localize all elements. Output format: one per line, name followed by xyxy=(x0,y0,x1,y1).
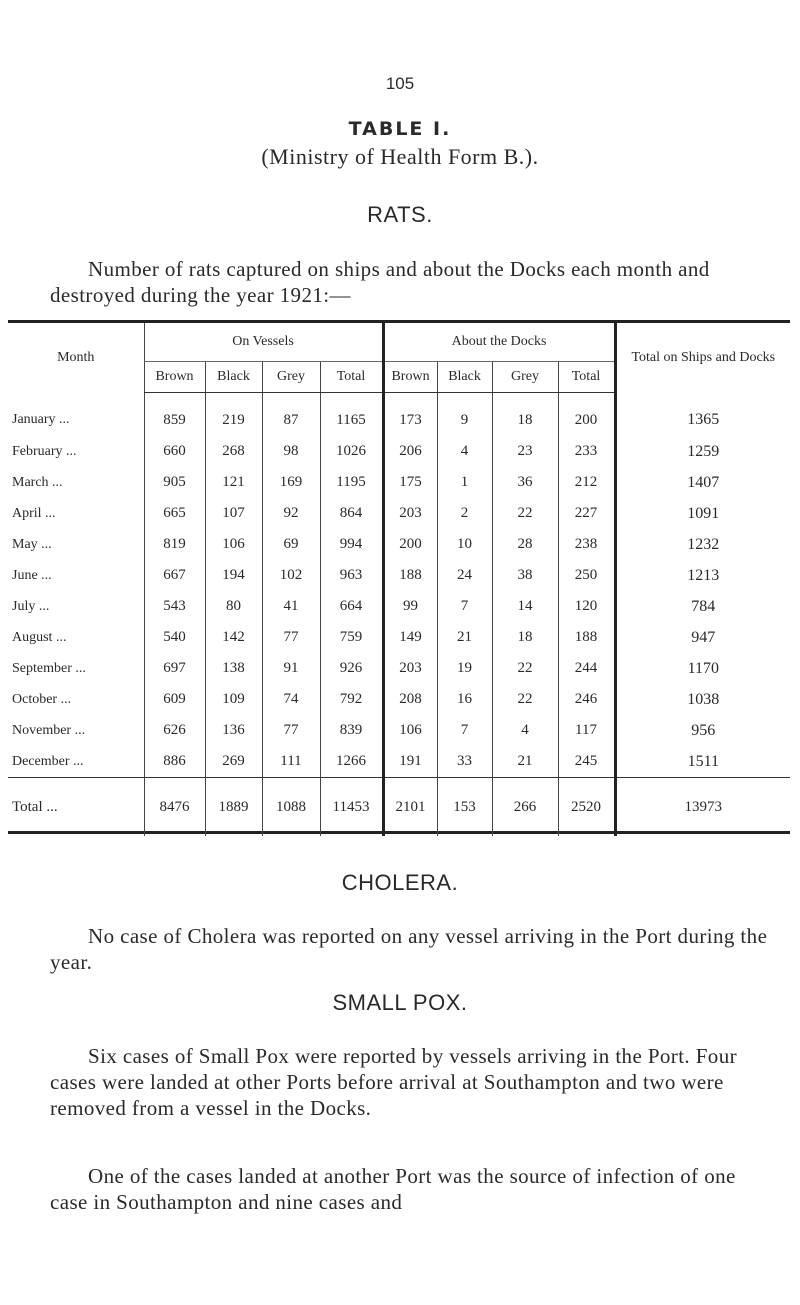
table-cell: 21 xyxy=(492,746,558,778)
table-cell: 200 xyxy=(558,393,615,437)
table-cell: 839 xyxy=(320,715,383,746)
table-cell: 22 xyxy=(492,498,558,529)
table-cell: 250 xyxy=(558,560,615,591)
sub-header: Total xyxy=(320,362,383,393)
smallpox-text: Six cases of Small Pox were reported by vessels arriving in the Port. Four cases were landed at other Ports before arrival at Southampton and two were removed from a vessel in the Docks. xyxy=(50,1044,737,1120)
table-cell: 194 xyxy=(205,560,262,591)
table-cell: 1026 xyxy=(320,436,383,467)
total-cell: 266 xyxy=(492,778,558,837)
table-cell: 28 xyxy=(492,529,558,560)
table-cell: 14 xyxy=(492,591,558,622)
table-row xyxy=(8,436,790,467)
table-cell: 792 xyxy=(320,684,383,715)
table-label: TABLE I. xyxy=(348,118,452,140)
table-cell: 203 xyxy=(383,653,437,684)
table-cell: 18 xyxy=(492,393,558,437)
vessels-header: On Vessels xyxy=(144,323,383,362)
table-cell: 188 xyxy=(558,622,615,653)
total-label: Total ... xyxy=(8,778,144,837)
table-row xyxy=(8,591,790,622)
table-cell: 956 xyxy=(615,715,790,746)
table-cell: 206 xyxy=(383,436,437,467)
table-cell: 864 xyxy=(320,498,383,529)
sub-header: Black xyxy=(205,362,262,393)
table-cell: 16 xyxy=(437,684,492,715)
table-cell: 173 xyxy=(383,393,437,437)
month-cell: June ... xyxy=(12,567,52,583)
month-cell: October ... xyxy=(12,691,72,707)
table-cell: 244 xyxy=(558,653,615,684)
sub-header: Grey xyxy=(492,362,558,393)
table-cell: 626 xyxy=(144,715,205,746)
sub-header: Grey xyxy=(262,362,320,393)
table-cell: 107 xyxy=(205,498,262,529)
table-cell: 1213 xyxy=(615,560,790,591)
cholera-title: CHOLERA. xyxy=(341,870,459,895)
total-cell: 2520 xyxy=(558,778,615,837)
table-row xyxy=(8,746,790,778)
month-cell: March ... xyxy=(12,474,63,490)
table-cell: 4 xyxy=(437,436,492,467)
sub-header: Total xyxy=(558,362,615,393)
table-cell: 41 xyxy=(262,591,320,622)
table-cell: 23 xyxy=(492,436,558,467)
month-cell: February ... xyxy=(12,443,77,459)
total-cell: 2101 xyxy=(383,778,437,837)
table-cell: 1 xyxy=(437,467,492,498)
month-header: Month xyxy=(57,349,95,365)
table-cell: 74 xyxy=(262,684,320,715)
cholera-text: No case of Cholera was reported on any vessel arriving in the Port during the year. xyxy=(50,924,768,974)
table-cell: 9 xyxy=(437,393,492,437)
table-row xyxy=(8,529,790,560)
smallpox-title: SMALL POX. xyxy=(332,990,468,1015)
table-cell: 905 xyxy=(144,467,205,498)
table-row xyxy=(8,715,790,746)
table-cell: 98 xyxy=(262,436,320,467)
table-cell: 1511 xyxy=(615,746,790,778)
table-cell: 660 xyxy=(144,436,205,467)
total-cell: 1889 xyxy=(205,778,262,837)
table-row xyxy=(8,393,790,437)
table-cell: 121 xyxy=(205,467,262,498)
table-cell: 149 xyxy=(383,622,437,653)
table-cell: 947 xyxy=(615,622,790,653)
table-cell: 667 xyxy=(144,560,205,591)
table-cell: 203 xyxy=(383,498,437,529)
table-cell: 21 xyxy=(437,622,492,653)
table-cell: 609 xyxy=(144,684,205,715)
table-cell: 87 xyxy=(262,393,320,437)
docks-header: About the Docks xyxy=(383,323,615,362)
table-cell: 233 xyxy=(558,436,615,467)
table-cell: 188 xyxy=(383,560,437,591)
month-cell: August ... xyxy=(12,629,67,645)
table-cell: 24 xyxy=(437,560,492,591)
table-cell: 238 xyxy=(558,529,615,560)
table-cell: 136 xyxy=(205,715,262,746)
month-cell: January ... xyxy=(12,412,70,428)
table-cell: 99 xyxy=(383,591,437,622)
table-cell: 22 xyxy=(492,653,558,684)
sub-header: Brown xyxy=(144,362,205,393)
table-cell: 102 xyxy=(262,560,320,591)
table-cell: 80 xyxy=(205,591,262,622)
table-cell: 10 xyxy=(437,529,492,560)
table-cell: 120 xyxy=(558,591,615,622)
table-row xyxy=(8,498,790,529)
total-cell: 153 xyxy=(437,778,492,837)
table-cell: 77 xyxy=(262,715,320,746)
table-cell: 69 xyxy=(262,529,320,560)
table-cell: 1232 xyxy=(615,529,790,560)
table-cell: 106 xyxy=(383,715,437,746)
table-cell: 219 xyxy=(205,393,262,437)
table-row xyxy=(8,684,790,715)
table-cell: 7 xyxy=(437,715,492,746)
table-cell: 664 xyxy=(320,591,383,622)
table-cell: 540 xyxy=(144,622,205,653)
table-cell: 212 xyxy=(558,467,615,498)
table-cell: 175 xyxy=(383,467,437,498)
page-number: 105 xyxy=(385,74,415,93)
table-cell: 169 xyxy=(262,467,320,498)
total-row xyxy=(8,778,790,837)
table-cell: 1165 xyxy=(320,393,383,437)
table-cell: 2 xyxy=(437,498,492,529)
form-reference: (Ministry of Health Form B.). xyxy=(261,144,539,169)
table-row xyxy=(8,653,790,684)
table-cell: 36 xyxy=(492,467,558,498)
table-cell: 269 xyxy=(205,746,262,778)
grand-total-header: Total on Ships and Docks xyxy=(615,323,790,393)
table-cell: 106 xyxy=(205,529,262,560)
table-cell: 784 xyxy=(615,591,790,622)
table-cell: 245 xyxy=(558,746,615,778)
table-cell: 665 xyxy=(144,498,205,529)
rats-title: RATS. xyxy=(367,202,433,227)
table-cell: 886 xyxy=(144,746,205,778)
table-cell: 109 xyxy=(205,684,262,715)
table-cell: 963 xyxy=(320,560,383,591)
total-cell: 8476 xyxy=(144,778,205,837)
table-cell: 819 xyxy=(144,529,205,560)
table-cell: 138 xyxy=(205,653,262,684)
table-cell: 1365 xyxy=(615,393,790,437)
table-cell: 191 xyxy=(383,746,437,778)
table-row xyxy=(8,622,790,653)
month-cell: July ... xyxy=(12,598,50,614)
table-cell: 1259 xyxy=(615,436,790,467)
table-cell: 142 xyxy=(205,622,262,653)
month-cell: May ... xyxy=(12,536,52,552)
table-row xyxy=(8,560,790,591)
infection-text: One of the cases landed at another Port was the source of infection of one case in Southampton and nine cases and xyxy=(50,1164,736,1214)
total-cell: 1088 xyxy=(262,778,320,837)
rats-table xyxy=(8,320,790,834)
table-cell: 1170 xyxy=(615,653,790,684)
rats-intro: Number of rats captured on ships and about the Docks each month and destroyed during the year 1921:— xyxy=(50,257,710,307)
table-cell: 1195 xyxy=(320,467,383,498)
table-cell: 759 xyxy=(320,622,383,653)
table-cell: 1038 xyxy=(615,684,790,715)
table-cell: 19 xyxy=(437,653,492,684)
table-cell: 697 xyxy=(144,653,205,684)
table-cell: 4 xyxy=(492,715,558,746)
table-cell: 994 xyxy=(320,529,383,560)
month-cell: September ... xyxy=(12,660,86,676)
sub-header: Black xyxy=(437,362,492,393)
table-cell: 7 xyxy=(437,591,492,622)
table-cell: 543 xyxy=(144,591,205,622)
table-cell: 859 xyxy=(144,393,205,437)
table-cell: 1091 xyxy=(615,498,790,529)
table-cell: 117 xyxy=(558,715,615,746)
table-cell: 227 xyxy=(558,498,615,529)
table-cell: 1407 xyxy=(615,467,790,498)
table-cell: 246 xyxy=(558,684,615,715)
table-cell: 33 xyxy=(437,746,492,778)
table-cell: 268 xyxy=(205,436,262,467)
table-cell: 91 xyxy=(262,653,320,684)
table-cell: 18 xyxy=(492,622,558,653)
table-cell: 77 xyxy=(262,622,320,653)
table-cell: 926 xyxy=(320,653,383,684)
total-cell: 11453 xyxy=(320,778,383,837)
table-cell: 111 xyxy=(262,746,320,778)
month-cell: December ... xyxy=(12,753,84,769)
total-cell: 13973 xyxy=(615,778,790,837)
sub-header: Brown xyxy=(383,362,437,393)
table-cell: 92 xyxy=(262,498,320,529)
table-cell: 1266 xyxy=(320,746,383,778)
table-cell: 38 xyxy=(492,560,558,591)
table-row xyxy=(8,467,790,498)
table-cell: 22 xyxy=(492,684,558,715)
table-cell: 208 xyxy=(383,684,437,715)
month-cell: November ... xyxy=(12,722,86,738)
month-cell: April ... xyxy=(12,505,56,521)
table-cell: 200 xyxy=(383,529,437,560)
